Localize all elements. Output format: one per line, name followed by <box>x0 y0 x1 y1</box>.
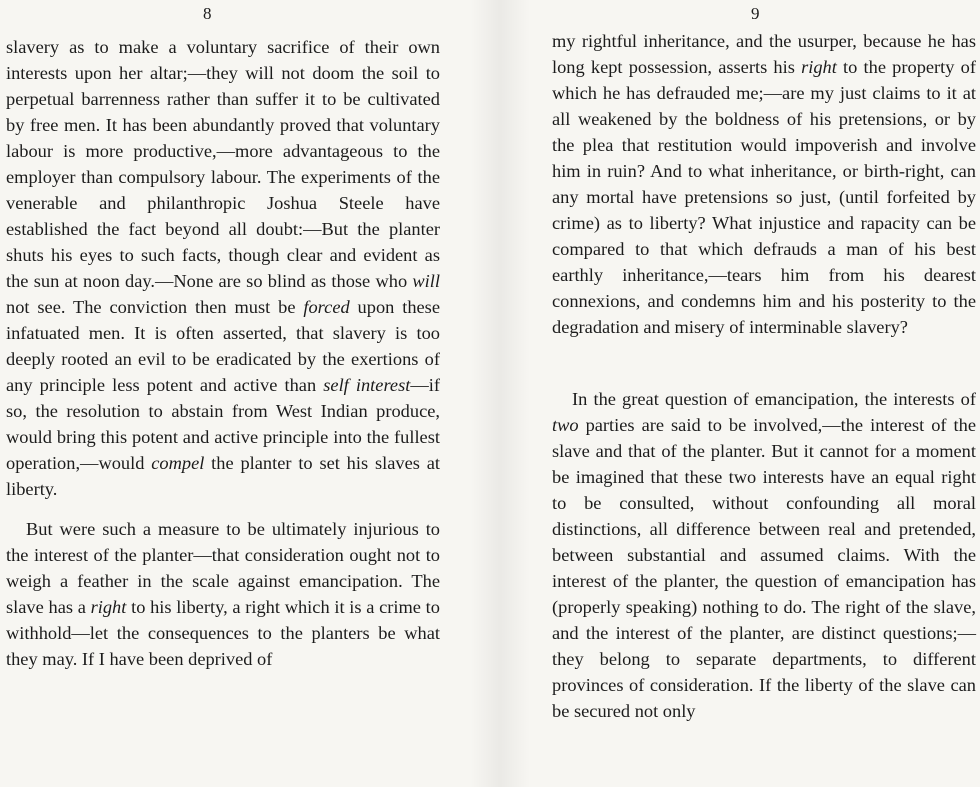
italic-text: self interest <box>323 375 411 395</box>
italic-text: forced <box>303 297 350 317</box>
italic-text: right <box>90 597 127 617</box>
body-text <box>552 28 976 724</box>
text-run: not see. The conviction then must be <box>6 297 304 317</box>
text-run: to his liberty, a right which it is a crime to withhold—let the consequences to the planters be what they may. If I have been deprived of <box>6 597 440 669</box>
text-run: my rightful inheritance, and the usurper, because he has long kept possession, asserts his <box>552 31 976 77</box>
paragraph <box>552 386 976 724</box>
text-run: to the property of which he has defrauded me;—are my just claims to it at all weakened by the boldness of his pretensions, or by the plea that restitution would impoverish and involve him in ruin? And to what inheritance, or birth-right, can any mortal have pretensions so just, (until forfeited by crime) as to liberty? What injustice and rapacity can be compared to that which defrauds a man of his best earthly inheritance,—tears him from his dearest connexions, and condemns him and his posterity to the degradation and misery of interminable slavery? <box>552 57 976 337</box>
left-page <box>0 0 450 787</box>
text-run: the planter to set his slaves at liberty. <box>6 453 440 499</box>
text-run: In the great question of emancipation, the interests of <box>572 389 976 409</box>
text-run: —if so, the resolution to abstain from West Indian produce, would bring this potent and active principle into the fullest operation,—would <box>6 375 440 473</box>
italic-text: right <box>801 57 837 77</box>
italic-text: compel <box>151 453 205 473</box>
paragraph <box>6 34 440 502</box>
text-run: But were such a measure to be ultimately injurious to the interest of the planter—that consideration ought not to weigh a feather in the scale against emancipation. The slave has a <box>6 519 440 617</box>
paragraph <box>6 516 440 672</box>
body-text <box>6 34 440 672</box>
page-number: 9 <box>751 4 761 23</box>
right-page <box>548 0 980 787</box>
paragraph <box>552 28 976 340</box>
italic-text: two <box>552 415 579 435</box>
book-gutter <box>470 0 530 787</box>
text-run: parties are said to be involved,—the interest of the slave and that of the planter. But it cannot for a moment be imagined that these two interests have an equal right to be consulted, without confounding all moral distinctions, all difference between real and pretended, between substantial and assumed claims. With the interest of the planter, the question of emancipation has (properly speaking) nothing to do. The right of the slave, and the interest of the planter, are distinct questions;—they belong to separate departments, to different provinces of consideration. If the liberty of the slave can be secured not only <box>552 415 976 721</box>
text-run: upon these infatuated men. It is often asserted, that slavery is too deeply rooted an evil to be eradicated by the exertions of any principle less potent and active than <box>6 297 440 395</box>
italic-text: will <box>412 271 440 291</box>
page-number: 8 <box>203 4 213 23</box>
text-run: slavery as to make a voluntary sacrifice of their own interests upon her altar;—they will not doom the soil to perpetual barrenness rather than suffer it to be cultivated by free men. It has been abundantly proved that voluntary labour is more productive,—more advantageous to the employer than compulsory labour. The experiments of the venerable and philanthropic Joshua Steele have established the fact beyond all doubt:—But the planter shuts his eyes to such facts, though clear and evident as the sun at noon day.—None are so blind as those who <box>6 37 440 291</box>
